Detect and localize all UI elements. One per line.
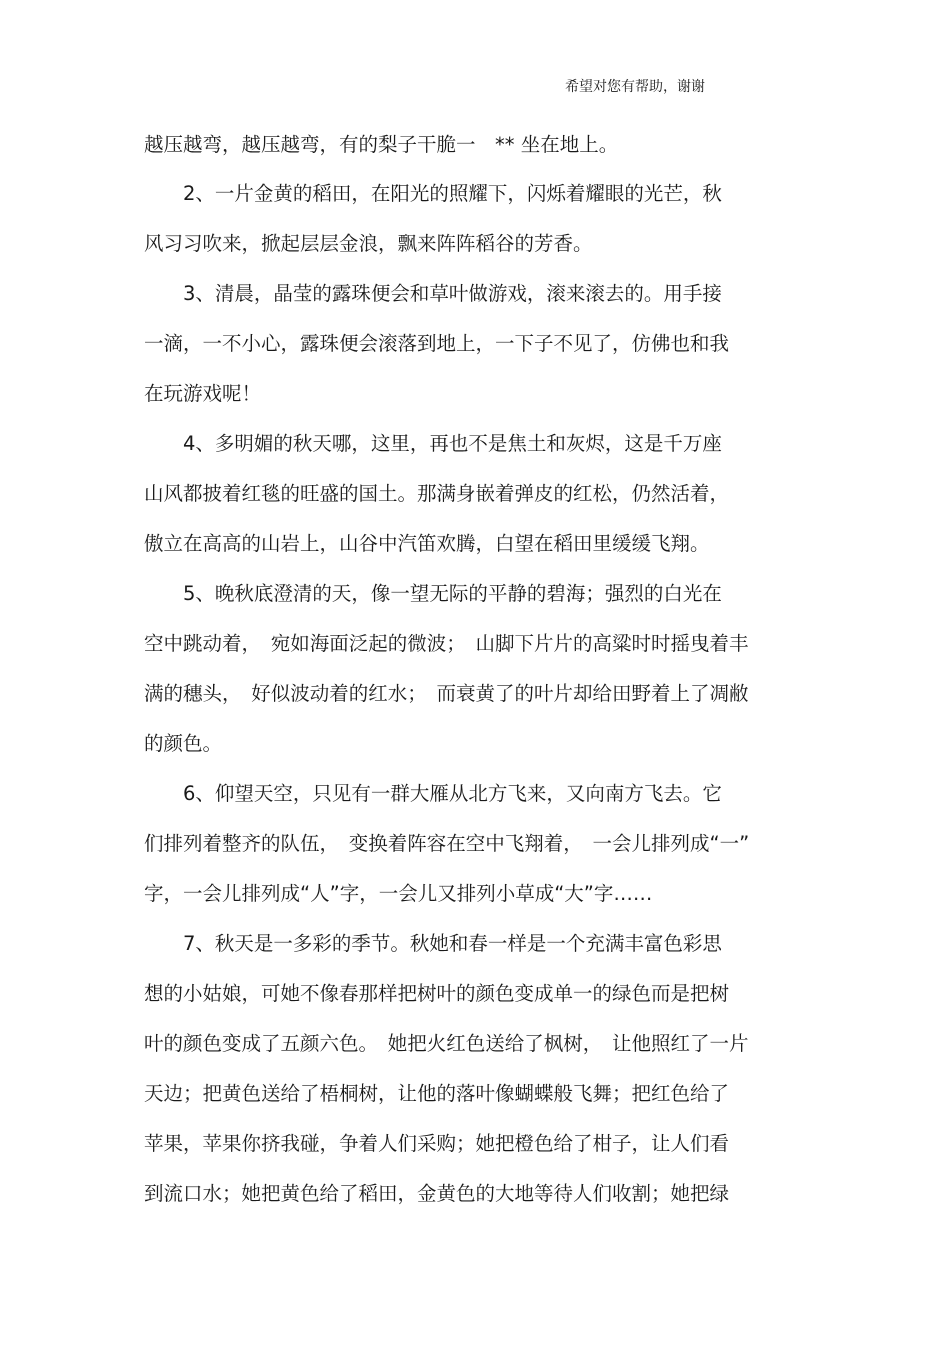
text-line: 字，一会儿排列成“人”字，一会儿又排列小草成“大”字…… [144, 882, 653, 905]
text-line: 叶的颜色变成了五颜六色。 她把火红色送给了枫树， 让他照红了一片 [144, 1032, 749, 1055]
text-line: 风习习吹来，掀起层层金浪，飘来阵阵稻谷的芳香。 [144, 232, 593, 255]
text-line: 的颜色。 [144, 732, 223, 755]
text-line: 满的穗头， 好似波动着的红水； 而衰黄了的叶片却给田野着上了凋敝 [144, 682, 749, 705]
text-line: 傲立在高高的山岩上，山谷中汽笛欢腾，白望在稻田里缓缓飞翔。 [144, 532, 710, 555]
text-line: 2、一片金黄的稻田，在阳光的照耀下，闪烁着耀眼的光芒，秋 [144, 182, 722, 205]
text-line: 到流口水；她把黄色给了稻田，金黄色的大地等待人们收割；她把绿 [144, 1182, 730, 1205]
text-line: 一滴，一不小心，露珠便会滚落到地上，一下子不见了，仿佛也和我 [144, 332, 730, 355]
text-line: 6、仰望天空，只见有一群大雁从北方飞来，又向南方飞去。它 [144, 782, 722, 805]
text-line: 们排列着整齐的队伍， 变换着阵容在空中飞翔着， 一会儿排列成“一” [144, 832, 750, 855]
text-line: 空中跳动着， 宛如海面泛起的微波； 山脚下片片的高粱时时摇曳着丰 [144, 632, 749, 655]
text-line: 在玩游戏呢！ [144, 382, 262, 405]
text-line: 5、晚秋底澄清的天，像一望无际的平静的碧海；强烈的白光在 [144, 582, 722, 605]
text-line: 越压越弯，越压越弯，有的梨子干脆一 ** 坐在地上。 [144, 133, 619, 156]
text-line: 3、清晨，晶莹的露珠便会和草叶做游戏，滚来滚去的。用手接 [144, 282, 722, 305]
text-line: 山风都披着红毯的旺盛的国土。那满身嵌着弹皮的红松，仍然活着， [144, 482, 730, 505]
header-note: 希望对您有帮助，谢谢 [565, 79, 705, 95]
text-line: 天边；把黄色送给了梧桐树，让他的落叶像蝴蝶般飞舞；把红色给了 [144, 1082, 730, 1105]
text-line: 苹果，苹果你挤我碰，争着人们采购；她把橙色给了柑子，让人们看 [144, 1132, 730, 1155]
text-line: 7、秋天是一多彩的季节。秋她和春一样是一个充满丰富色彩思 [144, 932, 722, 955]
text-line: 4、多明媚的秋天哪，这里，再也不是焦土和灰烬，这是千万座 [144, 432, 722, 455]
text-line: 想的小姑娘，可她不像春那样把树叶的颜色变成单一的绿色而是把树 [144, 982, 730, 1005]
